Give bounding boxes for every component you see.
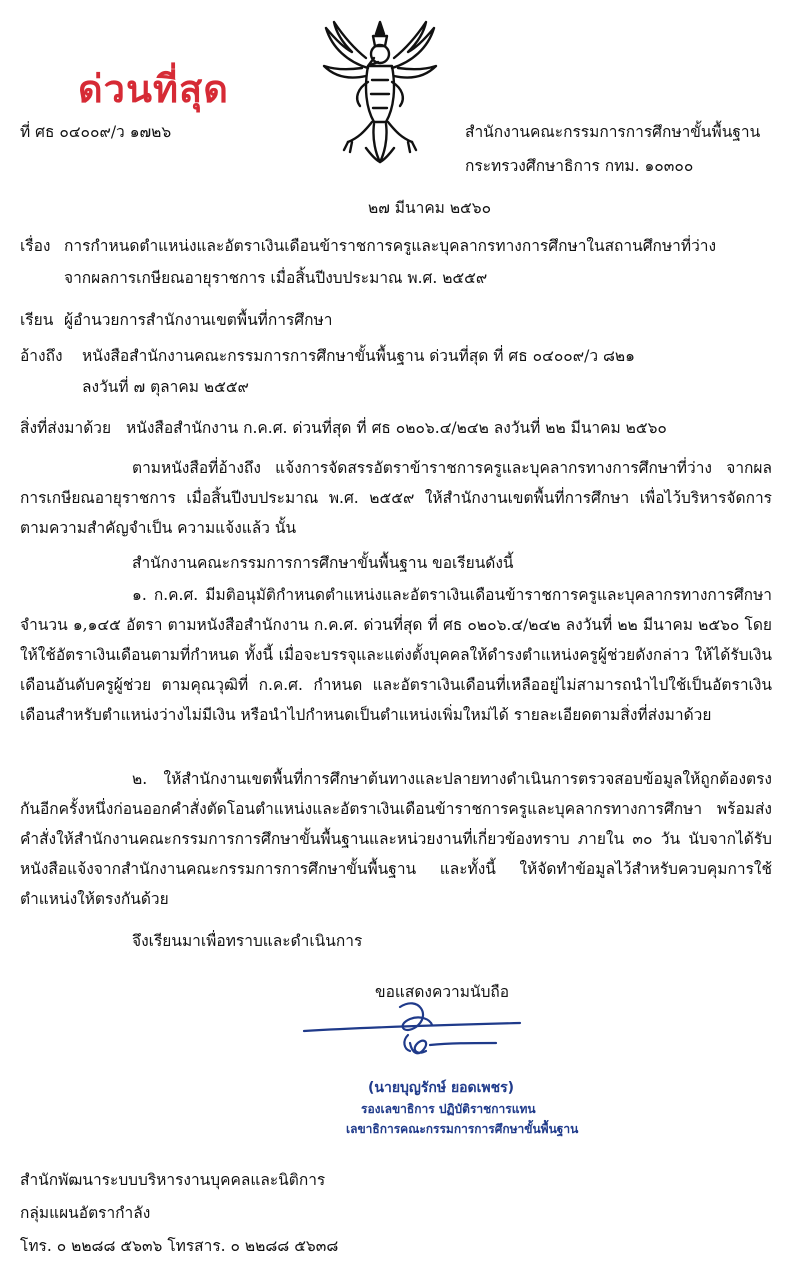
doc-number: ที่ ศธ ๐๔๐๐๙/ว ๑๗๒๖ <box>20 123 172 141</box>
letter-date: ๒๗ มีนาคม ๒๕๖๐ <box>368 199 492 217</box>
body-paragraph-4: ๒. ให้สำนักงานเขตพื้นที่การศึกษาต้นทางและปลายทางดำเนินการตรวจสอบข้อมูลให้ถูกต้องตรงกันอีกครั้งหนึ่งก่อนออกคำสั่งตัดโอนตำแหน่งและอัตราเงินเดือนข้าราชการครูและบุคลากรทางการศึกษา พร้อมส่งคำสั่งให้สำนักงานคณะกรรมการการศึกษาขั้นพื้นฐานและหน่วยงานที่เกี่ยวข้องทราบ ภายใน ๓๐ วัน นับจากได้รับหนังสือแจ้งจากสำนักงานคณะกรรมการการศึกษาขั้นพื้นฐาน และทั้งนี้ ให้จัดทำข้อมูลไว้สำหรับควบคุมการใช้ตำแหน่งให้ตรงกันด้วย <box>20 770 772 908</box>
footer-office: สำนักพัฒนาระบบบริหารงานบุคคลและนิติการ <box>20 1171 326 1189</box>
reference-label: อ้างถึง <box>20 347 63 365</box>
to-recipient: ผู้อำนวยการสำนักงานเขตพื้นที่การศึกษา <box>64 311 333 329</box>
signer-title-2: เลขาธิการคณะกรรมการการศึกษาขั้นพื้นฐาน <box>346 1122 579 1136</box>
subject-line-1: การกำหนดตำแหน่งและอัตราเงินเดือนข้าราชการครูและบุคลากรทางการศึกษาในสถานศึกษาที่ว่าง <box>64 237 717 255</box>
body-paragraph-2: สำนักงานคณะกรรมการการศึกษาขั้นพื้นฐาน ขอเรียนดังนี้ <box>132 554 514 572</box>
subject-label: เรื่อง <box>20 237 51 255</box>
agency-name: สำนักงานคณะกรรมการการศึกษาขั้นพื้นฐาน <box>465 123 761 141</box>
signer-name: (นายบุญรักษ์ ยอดเพชร) <box>368 1080 515 1096</box>
footer-contact: โทร. ๐ ๒๒๘๘ ๕๖๓๖ โทรสาร. ๐ ๒๒๘๘ ๕๖๓๘ <box>20 1237 339 1255</box>
footer-group: กลุ่มแผนอัตรากำลัง <box>20 1204 151 1222</box>
body-paragraph-5: จึงเรียนมาเพื่อทราบและดำเนินการ <box>132 932 363 950</box>
handwritten-signature-icon <box>300 985 600 1075</box>
reference-line-2: ลงวันที่ ๗ ตุลาคม ๒๕๕๙ <box>82 378 249 396</box>
enclosure-label: สิ่งที่ส่งมาด้วย <box>20 419 112 437</box>
enclosure-text: หนังสือสำนักงาน ก.ค.ศ. ด่วนที่สุด ที่ ศธ ๐๒๐๖.๔/๒๔๒ ลงวันที่ ๒๒ มีนาคม ๒๕๖๐ <box>126 419 667 437</box>
body-paragraph-3: ๑. ก.ค.ศ. มีมติอนุมัติกำหนดตำแหน่งและอัตราเงินเดือนข้าราชการครูและบุคลากรทางการศึกษา จำนวน ๑,๑๔๕ อัตรา ตามหนังสือสำนักงาน ก.ค.ศ. ด่วนที่สุด ที่ ศธ ๐๒๐๖.๔/๒๔๒ ลงวันที่ ๒๒ มีนาคม ๒๕๖๐ โดยให้ใช้อัตราเงินเดือนตามที่กำหนด ทั้งนี้ เมื่อจะบรรจุและแต่งตั้งบุคคลให้ดำรงตำแหน่งครูผู้ช่วยดังกล่าว ให้ได้รับเงินเดือนอันดับครูผู้ช่วย ตามคุณวุฒิที่ ก.ค.ศ. กำหนด และอัตราเงินเดือนที่เหลืออยู่ไม่สามารถนำไปใช้เป็นอัตราเงินเดือนสำหรับตำแหน่งว่างไม่มีเงิน หรือนำไปกำหนดเป็นตำแหน่งเพิ่มใหม่ได้ รายละเอียดตามสิ่งที่ส่งมาด้วย <box>20 586 772 724</box>
urgency-stamp: ด่วนที่สุด <box>78 67 229 111</box>
garuda-emblem-icon <box>318 18 442 166</box>
reference-line-1: หนังสือสำนักงานคณะกรรมการการศึกษาขั้นพื้นฐาน ด่วนที่สุด ที่ ศธ ๐๔๐๐๙/ว ๘๒๑ <box>82 347 635 365</box>
to-label: เรียน <box>20 311 54 329</box>
closing-phrase: ขอแสดงความนับถือ <box>375 983 510 1001</box>
agency-address: กระทรวงศึกษาธิการ กทม. ๑๐๓๐๐ <box>465 157 694 175</box>
body-paragraph-1: ตามหนังสือที่อ้างถึง แจ้งการจัดสรรอัตราข้าราชการครูและบุคลากรทางการศึกษาที่ว่าง จากผลการเกษียณอายุราชการ เมื่อสิ้นปีงบประมาณ พ.ศ. ๒๕๕๙ ให้สำนักงานเขตพื้นที่การศึกษา เพื่อไว้บริหารจัดการตามความสำคัญจำเป็น ความแจ้งแล้ว นั้น <box>20 459 772 537</box>
subject-line-2: จากผลการเกษียณอายุราชการ เมื่อสิ้นปีงบประมาณ พ.ศ. ๒๕๕๙ <box>64 269 488 287</box>
signer-title-1: รองเลขาธิการ ปฏิบัติราชการแทน <box>361 1102 536 1116</box>
